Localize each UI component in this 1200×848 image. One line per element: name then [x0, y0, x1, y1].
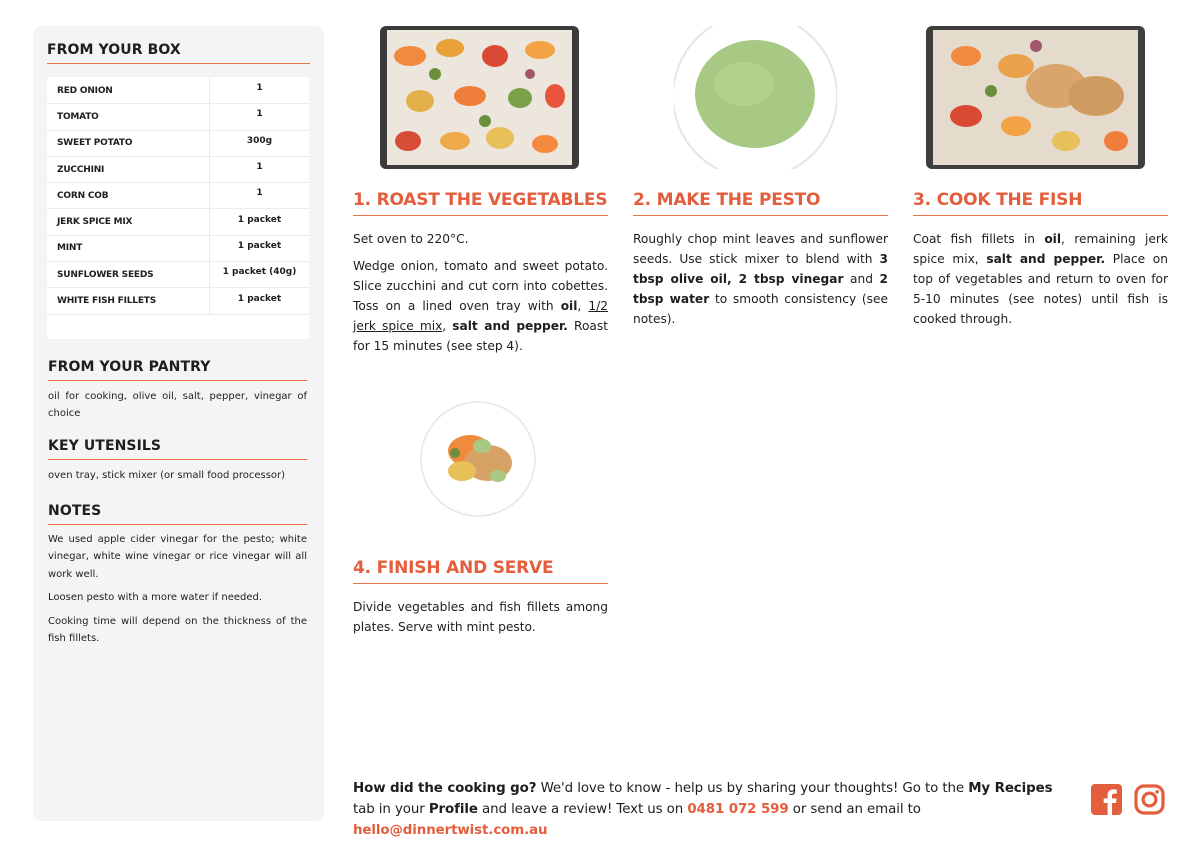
step-3-title: 3. COOK THE FISH	[913, 190, 1168, 216]
notes-section	[47, 503, 307, 648]
feedback-footer: How did the cooking go? We'd love to know - help us by sharing your thoughts! Go to the My Recipes tab in your Profile and leave a review! Text us on 0481 072 599 or send an email to hello@dinnertwist.com.au	[353, 781, 1053, 838]
pantry-text: oil for cooking, olive oil, salt, pepper, vinegar of choice	[48, 390, 307, 419]
ingredients-table	[47, 77, 309, 339]
ingredient-name: SWEET POTATO	[47, 131, 210, 156]
cook-fish-photo	[926, 26, 1145, 169]
ingredient-name: JERK SPICE MIX	[47, 209, 210, 234]
ingredient-name: TOMATO	[47, 104, 210, 129]
ingredient-qty: 1	[256, 83, 263, 94]
step-4	[353, 558, 608, 637]
ingredient-name: RED ONION	[47, 78, 210, 103]
step-1-text: Set oven to 220°C.	[353, 232, 469, 246]
facebook-icon[interactable]	[1091, 784, 1122, 819]
step-1-title: 1. ROAST THE VEGETABLES	[353, 190, 608, 216]
note-item: We used apple cider vinegar for the pesto; white vinegar, white wine vinegar or rice vinegar will all work well.	[48, 533, 307, 580]
ingredient-row	[47, 157, 309, 183]
ingredient-qty: 1 packet	[237, 240, 282, 251]
ingredient-row	[47, 236, 309, 262]
note-item: Loosen pesto with a more water if needed.	[48, 592, 263, 604]
ingredient-qty: 1	[256, 188, 263, 199]
ingredient-name: MINT	[47, 236, 210, 261]
ingredient-row	[47, 131, 309, 157]
step-2-text: Roughly chop mint leaves and sunflower seeds. Use stick mixer to blend with 3 tbsp olive oil, 2 tbsp vinegar and 2 tbsp water to smooth consistency (see notes).	[633, 232, 888, 326]
pesto-photo	[674, 26, 837, 169]
note-item: Cooking time will depend on the thickness of the fish fillets.	[48, 615, 307, 645]
from-your-box-title: FROM YOUR BOX	[47, 42, 310, 64]
ingredient-row	[47, 78, 309, 104]
ingredient-qty: 1	[256, 162, 263, 173]
step-4-text: Divide vegetables and fish fillets among plates. Serve with mint pesto.	[353, 600, 608, 634]
ingredient-qty: 1 packet	[237, 214, 282, 225]
step-2-title: 2. MAKE THE PESTO	[633, 190, 888, 216]
notes-title: NOTES	[48, 503, 307, 525]
ingredient-row	[47, 288, 309, 314]
step-1-text: Wedge onion, tomato and sweet potato. Slice zucchini and cut corn into cobettes. Toss on a lined oven tray with oil, 1/2 jerk spice mix, salt and pepper. Roast for 15 minutes (see step 4).	[353, 259, 609, 353]
finished-plate-photo	[420, 401, 536, 517]
jerk-spice-link[interactable]: 1/2 jerk spice mix	[353, 299, 609, 333]
ingredient-row	[47, 262, 309, 288]
step-3	[913, 190, 1168, 329]
step-1	[353, 190, 608, 356]
ingredient-qty: 1 packet (40g)	[222, 267, 297, 278]
ingredients-sidebar	[33, 26, 324, 821]
ingredient-row	[47, 209, 309, 235]
ingredient-qty: 300g	[246, 135, 273, 146]
email-link[interactable]: hello@dinnertwist.com.au	[353, 823, 548, 838]
instagram-icon[interactable]	[1134, 784, 1165, 819]
utensils-section	[47, 438, 307, 484]
ingredient-name: CORN COB	[47, 183, 210, 208]
utensils-title: KEY UTENSILS	[48, 438, 307, 460]
pantry-title: FROM YOUR PANTRY	[48, 359, 307, 381]
ingredient-name: WHITE FISH FILLETS	[47, 288, 210, 313]
utensils-text: oven tray, stick mixer (or small food processor)	[48, 469, 286, 481]
step-4-body	[353, 597, 608, 637]
pantry-section	[47, 359, 307, 422]
phone-link[interactable]: 0481 072 599	[687, 802, 789, 817]
ingredient-row	[47, 183, 309, 209]
roast-vegetables-photo	[380, 26, 579, 169]
step-3-text: Coat fish fillets in oil, remaining jerk spice mix, salt and pepper. Place on top of vegetables and return to oven for 5-10 minutes (see notes) until fish is cooked through.	[913, 232, 1168, 326]
step-1-body	[353, 229, 608, 356]
step-2	[633, 190, 888, 329]
ingredient-name: SUNFLOWER SEEDS	[47, 262, 210, 287]
ingredient-name: ZUCCHINI	[47, 157, 210, 182]
step-3-body	[913, 229, 1168, 329]
ingredient-row	[47, 104, 309, 130]
step-2-body	[633, 229, 888, 329]
step-4-title: 4. FINISH AND SERVE	[353, 558, 608, 584]
ingredient-qty: 1 packet	[237, 293, 282, 304]
ingredient-qty: 1	[256, 109, 263, 120]
